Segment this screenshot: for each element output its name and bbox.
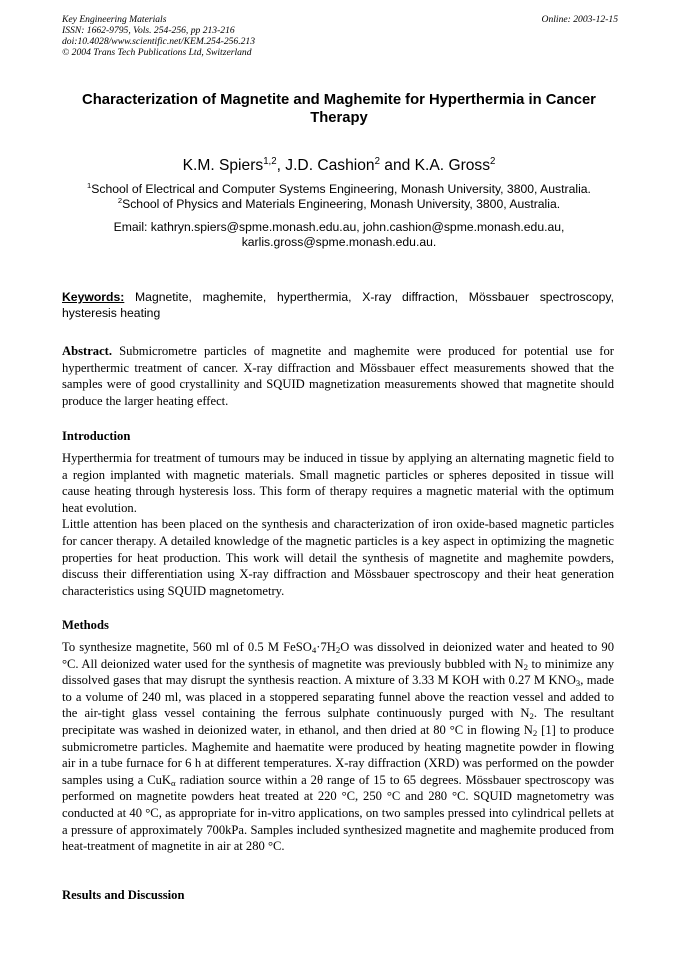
author-list [62,157,616,175]
subscript: 4 [311,645,317,656]
copyright-line: © 2004 Trans Tech Publications Ltd, Switzerland [62,47,252,58]
paragraph [62,639,614,855]
methods-text: ·7H [316,640,336,654]
email-line: Email: kathryn.spiers@spme.monash.edu.au, john.cashion@spme.monash.edu.au, [113,220,565,234]
subscript: 2 [335,645,341,656]
abstract [62,343,614,409]
journal-name: Key Engineering Materials [62,14,167,25]
author-name: K.M. Spiers [182,157,264,174]
abstract-text: Submicrometre particles of magnetite and maghemite were produced for potential use for hyperthermic treatment of cancer. X-ray diffraction and Mössbauer effect measurements showed that the samples were of good crystallinity and SQUID magnetization measurements showed that magnetite should produce the larger heating effect. [62,344,614,408]
methods-text: O was dissolved in deionized water and heated to 90 °C. All deionized water used for the synthesis of magnetite was previously bubbled with N [62,640,614,671]
affiliations [62,182,616,212]
author-affiliation-mark: 2 [374,155,380,167]
subscript: 3 [575,678,581,689]
section-heading-introduction: Introduction [62,429,131,443]
section-heading-results: Results and Discussion [62,888,185,902]
subscript: 2 [532,728,538,739]
section-heading-methods: Methods [62,618,109,632]
methods-section [62,639,614,855]
affiliation-line [62,197,616,212]
author-affiliation-mark: 1,2 [263,155,277,167]
issn-line: ISSN: 1662-9795, Vols. 254-256, pp 213-216 [62,25,235,36]
affiliation-text: School of Physics and Materials Engineering, Monash University, 3800, Australia. [122,197,561,211]
affiliation-line [62,182,616,197]
author-name: K.A. Gross [414,157,491,174]
author-name: J.D. Cashion [285,157,375,174]
methods-text: To synthesize magnetite, 560 ml of 0.5 M FeSO [62,640,312,654]
affiliation-mark: 2 [117,195,123,205]
methods-text: [1] to produce submicrometre particles. Maghemite and haematite were produced by heating magnetite powder in flowing air in a tube furnace for 6 h at different temperatures. X-ray diffraction (XRD) was performed on the powder samples using a CuK [62,722,614,787]
methods-text: radiation source within a 2θ range of 15 to 65 degrees. Mössbauer spectroscopy was performed on magnetite powders heat treated at 220 °C, 250 °C and 280 °C. SQUID magnetometry was conducted at 40 °C, as appropriate for in-vitro applications, on two samples pressed into cylindrical pellets at a pressure of approximately 700kPa. Samples included synthesized magnetite and maghemite produced from heat-treatment of magnetite in air at 280 °C. [62,772,614,854]
introduction-section [62,450,614,599]
methods-text: to minimize any dissolved gases that may disrupt the synthesis reaction. A mixture of 3.33 M KOH with 0.27 M KNO [62,656,614,688]
keywords-text: Magnetite, maghemite, hyperthermia, X-ray diffraction, Mössbauer spectroscopy, hysteresis heating [62,290,614,320]
author-separator: , [276,157,286,174]
keywords-label: Keywords: [62,290,125,304]
author-separator: and [379,157,415,174]
paper-title: Characterization of Magnetite and Maghemite for Hyperthermia in Cancer Therapy [82,92,596,126]
affiliation-mark: 1 [87,180,92,190]
subscript: 2 [523,661,529,672]
affiliation-text: School of Electrical and Computer Systems Engineering, Monash University, 3800, Australia. [91,182,591,196]
journal-header [62,14,618,58]
paragraph: Hyperthermia for treatment of tumours may be induced in tissue by applying an alternating magnetic field to a region implanted with magnetic materials. Small magnetic particles or spheres deposited in tissue will cause heating through hysteresis loss. This form of therapy requires a magnetic material with the optimum heat evolution. [62,451,614,515]
doi-line: doi:10.4028/www.scientific.net/KEM.254-256.213 [62,36,256,47]
email-line: karlis.gross@spme.monash.edu.au. [241,235,437,249]
author-affiliation-mark: 2 [490,155,496,167]
email-block [62,220,616,250]
keywords [62,290,614,321]
subscript: α [171,777,176,788]
paragraph: Little attention has been placed on the synthesis and characterization of iron oxide-based magnetic particles for cancer therapy. A detailed knowledge of the magnetic particles is a key aspect in optimizing the magnetic properties for heat production. This work will detail the synthesis of magnetite and maghemite powders, discuss their differentiation using X-ray diffraction and Mössbauer spectroscopy and their heat generation characteristics using SQUID magnetometry. [62,517,614,598]
methods-text: , made to a volume of 240 ml, was placed in a stoppered separating funnel above the reaction vessel and added to the air-tight glass vessel containing the ferrous sulphate continuously purged with N [62,673,614,721]
subscript: 2 [529,711,534,722]
online-date: Online: 2003-12-15 [541,14,618,25]
abstract-label: Abstract. [62,344,113,358]
methods-text: . The resultant precipitate was washed in deionized water, in ethanol, and then dried at 80 °C in flowing N [62,706,614,737]
